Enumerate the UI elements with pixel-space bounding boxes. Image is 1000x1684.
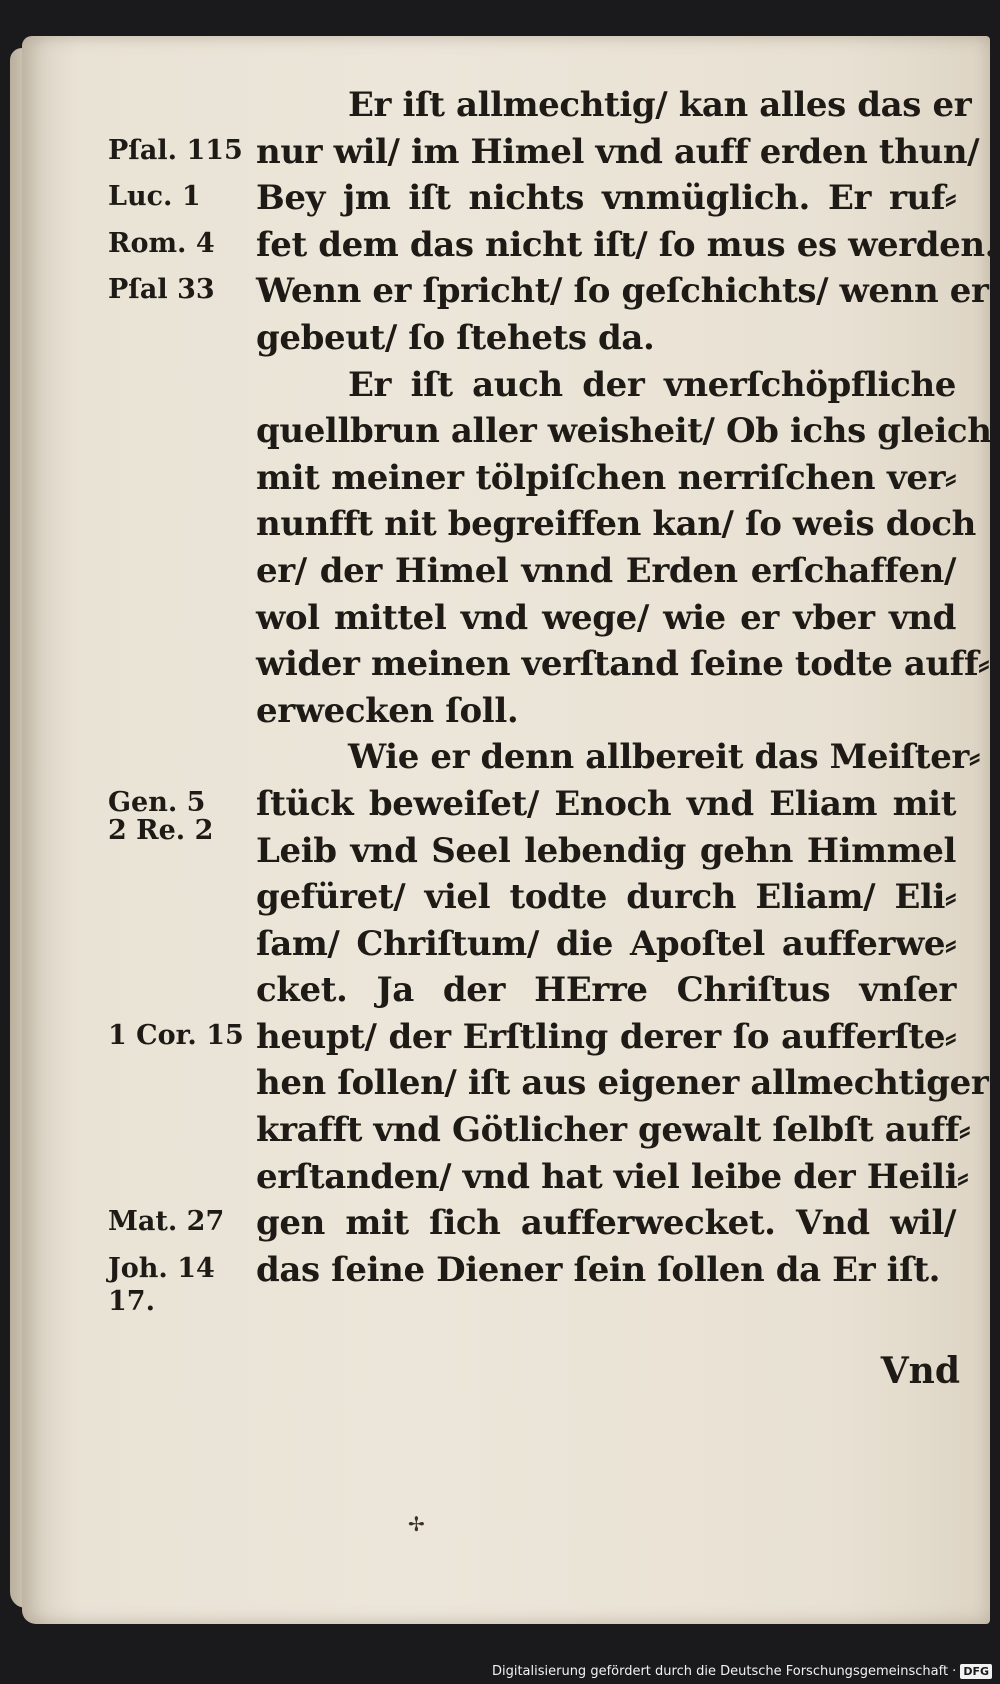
- margin-note: 1 Cor. 15: [108, 1020, 244, 1051]
- margin-note: Luc. 1: [108, 181, 201, 213]
- text-line: er/ der Himel vnnd Erden erſchaffen/: [256, 550, 956, 591]
- margin-note: Pſal 33: [108, 274, 215, 306]
- text-line: Wie er denn allbereit das Meiſter⸗: [348, 737, 980, 778]
- footer-credit: [492, 1660, 992, 1682]
- text-line: quellbrun aller weisheit/ Ob ichs gleich: [256, 411, 992, 452]
- text-line: fet dem das nicht iſt/ ſo mus es werden.: [256, 224, 997, 265]
- text-line: Er iſt auch der vnerſchöpfliche: [348, 364, 956, 405]
- text-line: nunfft nit begreiffen kan/ ſo weis doch: [256, 504, 976, 545]
- text-line: krafft vnd Götlicher gewalt ſelbſt auff⸗: [256, 1110, 971, 1151]
- text-line: Er iſt allmechtig/ kan alles das er: [348, 85, 972, 125]
- margin-note: Mat. 27: [108, 1206, 225, 1238]
- margin-note: Joh. 14: [108, 1253, 215, 1284]
- text-line: wol mittel vnd wege/ wie er vber vnd: [256, 597, 956, 638]
- text-line: gen mit ſich aufferwecket. Vnd wil/: [256, 1203, 956, 1244]
- main-text-block: [256, 82, 997, 1293]
- text-line: das ſeine Diener ſein ſollen da Er iſt.: [256, 1249, 941, 1290]
- text-line: nur wil/ im Himel vnd auff erden thun/: [256, 131, 980, 172]
- text-line: gebeut/ ſo ſtehets da.: [256, 317, 655, 358]
- text-line: wider meinen verſtand ſeine todte auff⸗: [256, 644, 990, 685]
- text-line: erwecken ſoll.: [256, 690, 519, 731]
- printer-mark-icon: ✢: [408, 1512, 425, 1536]
- dfg-badge: DFG: [960, 1664, 992, 1679]
- footer-text: Digitalisierung gefördert durch die Deutsche Forschungsgemeinschaft ·: [491, 1663, 957, 1679]
- margin-note: 2 Re. 2: [108, 814, 214, 846]
- text-line: heupt/ der Erſtling derer ſo aufferſte⸗: [256, 1016, 956, 1057]
- margin-note: Rom. 4: [108, 227, 215, 259]
- margin-note: Pſal. 115: [108, 134, 243, 166]
- text-line: mit meiner tölpiſchen nerriſchen ver⸗: [256, 457, 956, 498]
- text-line: erſtanden/ vnd hat viel leibe der Heili⸗: [256, 1156, 969, 1197]
- text-line: gefüret/ viel todte durch Eliam/ Eli⸗: [256, 877, 956, 918]
- text-line: Bey jm iſt nichts vnmüglich. Er ruf⸗: [256, 178, 956, 219]
- text-line: cket. Ja der HErre Chriſtus vnſer: [256, 970, 956, 1011]
- margin-note: 17.: [108, 1285, 155, 1317]
- text-line: hen ſollen/ iſt aus eigener allmechtiger: [256, 1063, 989, 1104]
- text-line: ſam/ Chriſtum/ die Apoſtel aufferwe⸗: [256, 923, 956, 964]
- margin-note: Gen. 5: [108, 787, 206, 818]
- text-line: Leib vnd Seel lebendig gehn Himmel: [256, 830, 956, 871]
- catchword: Vnd: [880, 1350, 960, 1392]
- text-line: ſtück beweiſet/ Enoch vnd Eliam mit: [256, 783, 956, 824]
- text-line: Wenn er ſpricht/ ſo geſchichts/ wenn er: [256, 271, 989, 312]
